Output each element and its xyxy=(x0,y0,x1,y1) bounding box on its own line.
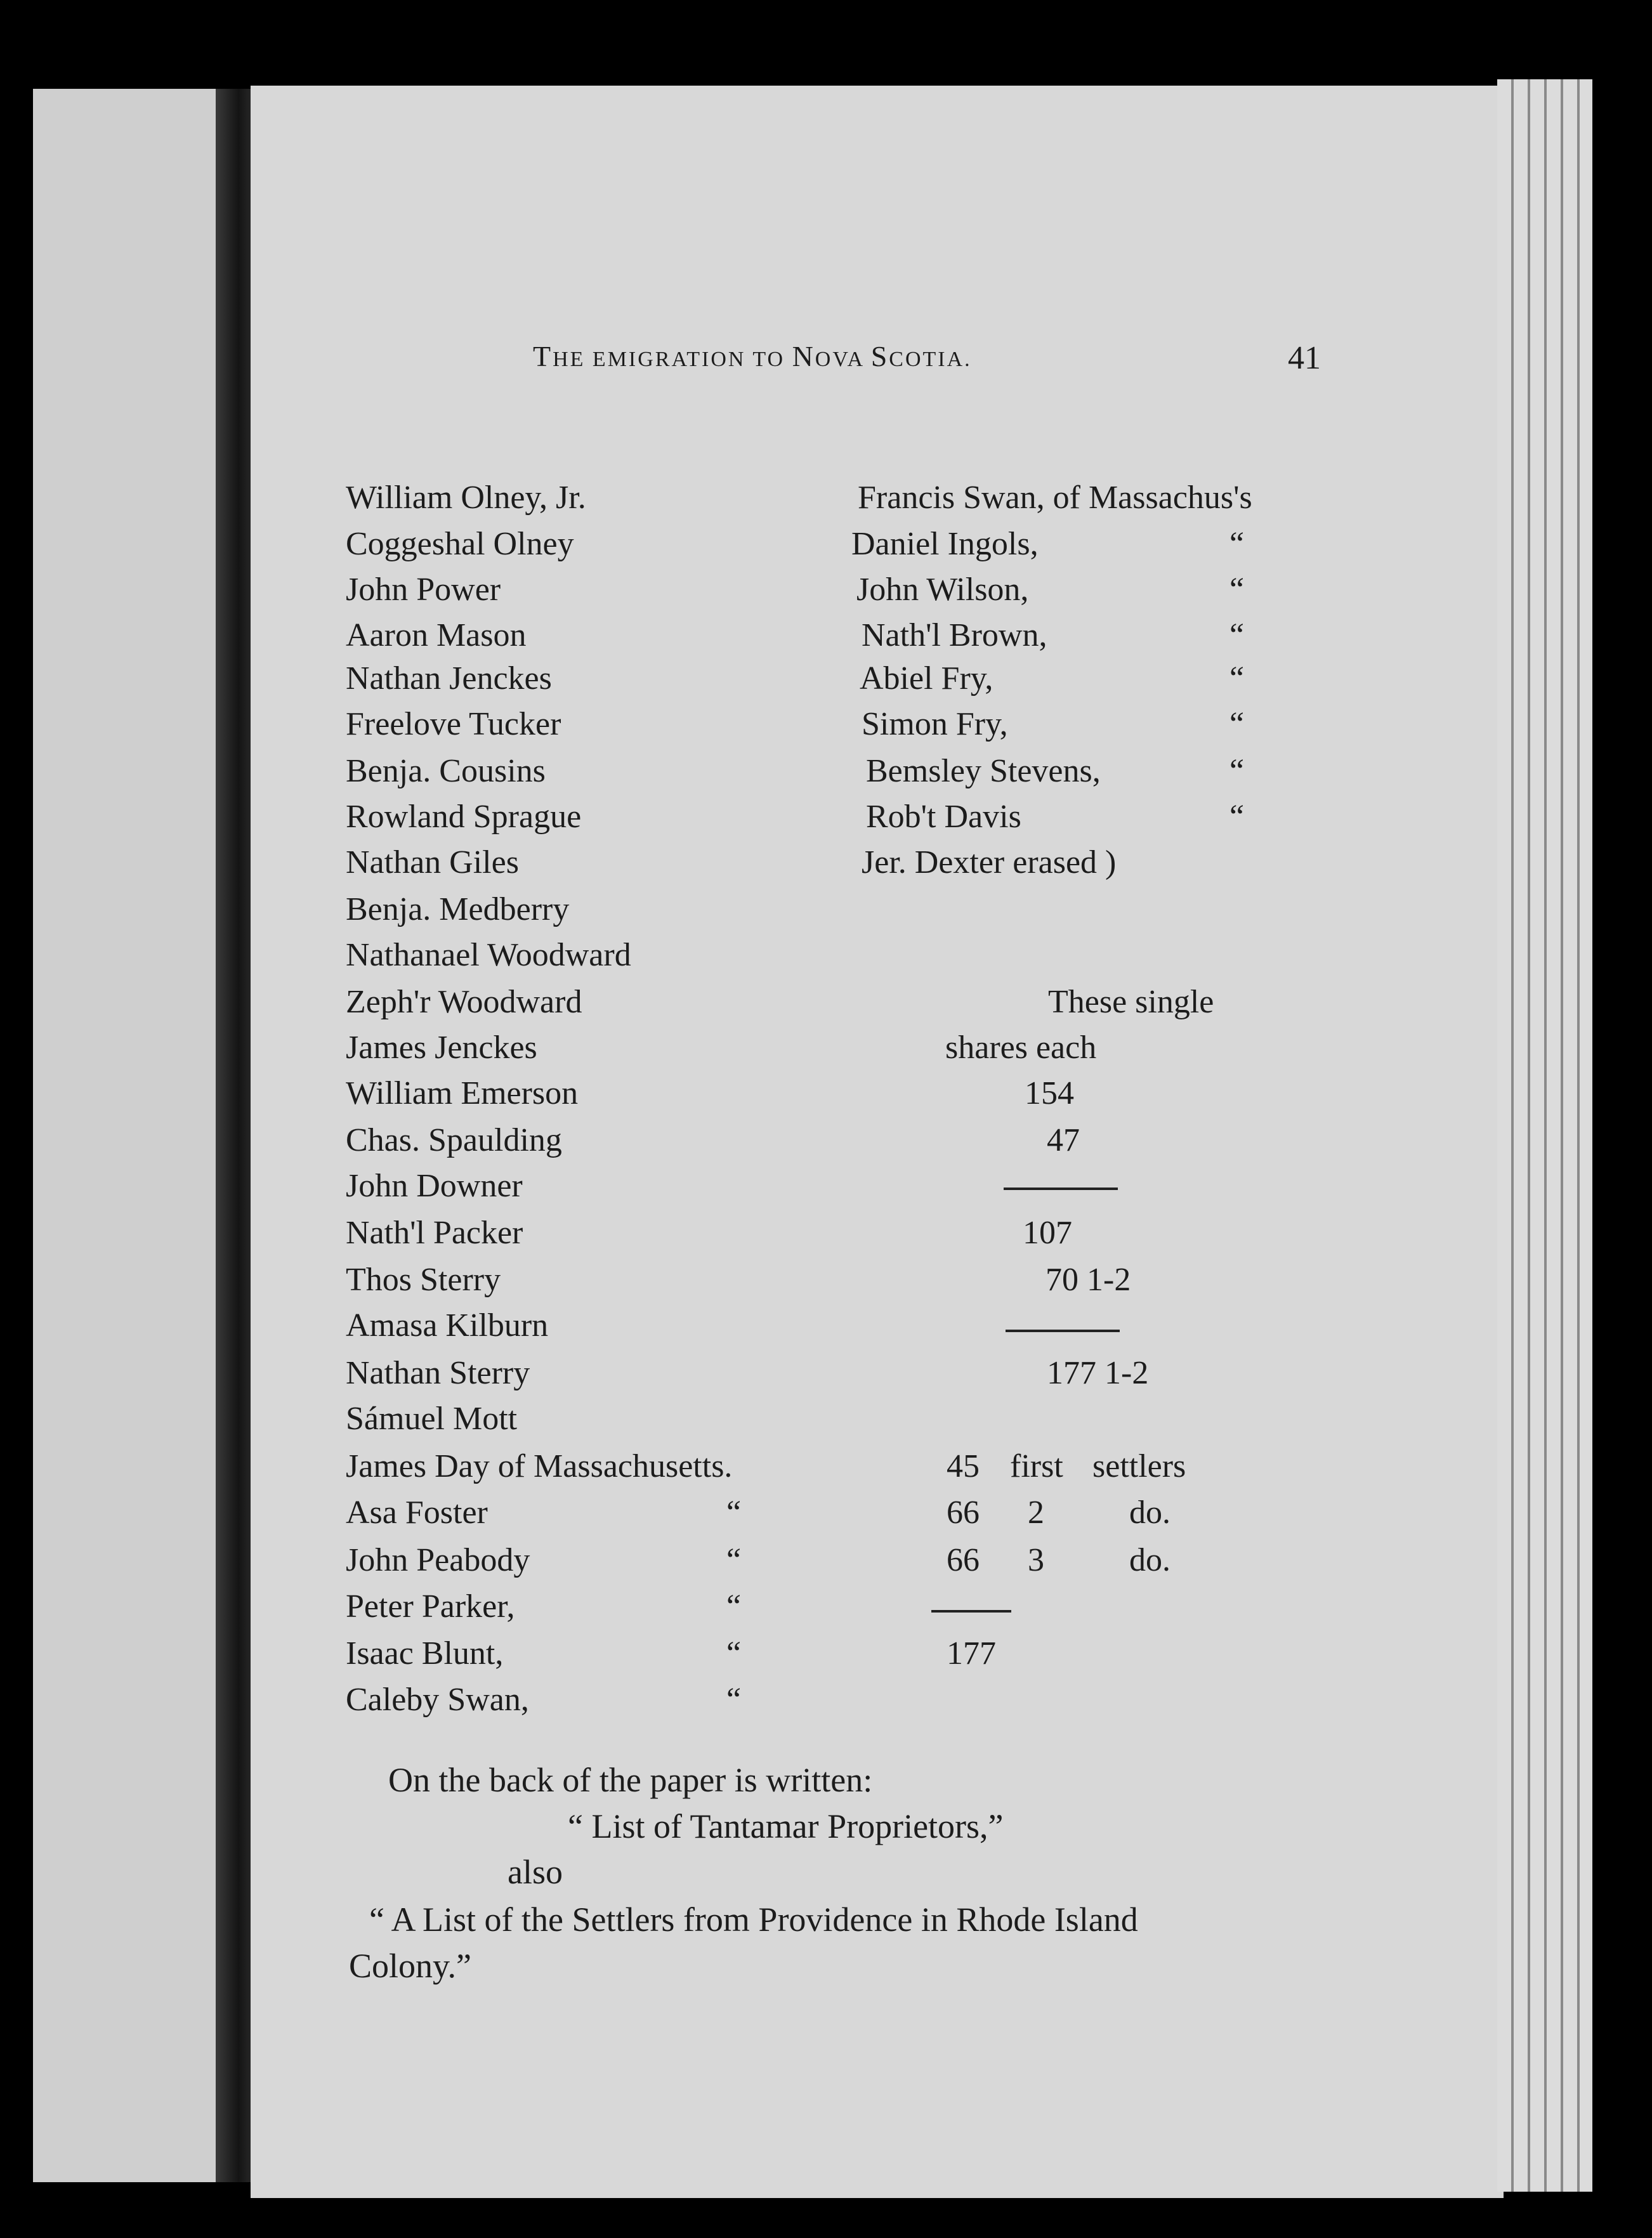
name-entry: Thos Sterry xyxy=(346,1262,501,1298)
sum-rule xyxy=(1004,1188,1118,1190)
name-entry: John Peabody xyxy=(346,1542,530,1578)
tally-value: 107 xyxy=(1023,1215,1072,1251)
name-entry: Simon Fry, xyxy=(862,706,1008,742)
name-entry: John Downer xyxy=(346,1168,523,1204)
tally-value: 177 1-2 xyxy=(1047,1355,1149,1391)
tally-value: 66 xyxy=(947,1542,980,1578)
tally-label: do. xyxy=(1129,1495,1170,1531)
tally-value: 177 xyxy=(947,1635,996,1672)
name-entry: Nath'l Brown, xyxy=(862,617,1047,653)
name-entry: Francis Swan, of Massachus's xyxy=(858,480,1252,516)
ditto-mark: “ xyxy=(1229,753,1245,789)
name-entry: Rowland Sprague xyxy=(346,799,582,835)
name-entry: Isaac Blunt, xyxy=(346,1635,504,1672)
name-entry: Benja. Cousins xyxy=(346,753,546,789)
tally-value: 66 xyxy=(947,1495,980,1531)
shares-heading: These single xyxy=(1048,984,1214,1020)
name-entry: Chas. Spaulding xyxy=(346,1122,562,1158)
name-entry: Benja. Medberry xyxy=(346,891,570,927)
page-edges xyxy=(1497,79,1592,2192)
shares-heading: shares each xyxy=(945,1030,1097,1066)
sum-rule xyxy=(931,1610,1011,1613)
ditto-mark: “ xyxy=(1229,526,1245,562)
name-entry: Nath'l Packer xyxy=(346,1215,523,1251)
book-gutter xyxy=(216,89,254,2182)
name-entry: Asa Foster xyxy=(346,1495,488,1531)
ditto-mark: “ xyxy=(1229,660,1245,697)
name-entry: Daniel Ingols, xyxy=(851,526,1039,562)
name-entry: Zeph'r Woodward xyxy=(346,984,582,1020)
footer-line: “ List of Tantamar Proprietors,” xyxy=(568,1807,1004,1845)
name-entry: Freelove Tucker xyxy=(346,706,561,742)
ditto-mark: “ xyxy=(726,1635,742,1672)
ditto-mark: “ xyxy=(726,1495,742,1531)
sum-rule xyxy=(1006,1330,1120,1332)
tally-value: 70 1-2 xyxy=(1046,1262,1131,1298)
page-number: 41 xyxy=(1288,340,1321,376)
name-entry: William Emerson xyxy=(346,1075,579,1111)
running-head: THE EMIGRATION TO NOVA SCOTIA. xyxy=(533,340,972,372)
name-entry: John Wilson, xyxy=(856,572,1029,608)
footer-line: also xyxy=(508,1853,563,1891)
facing-page xyxy=(33,89,223,2182)
name-entry: Caleby Swan, xyxy=(346,1682,529,1718)
footer-line: “ A List of the Settlers from Providence in Rhode Island xyxy=(369,1901,1138,1939)
ditto-mark: “ xyxy=(1229,706,1245,742)
name-entry: Nathan Sterry xyxy=(346,1355,530,1391)
tally-value: 2 xyxy=(1028,1495,1044,1531)
name-entry: Aaron Mason xyxy=(346,617,527,653)
tally-value: 3 xyxy=(1028,1542,1044,1578)
tally-label: settlers xyxy=(1092,1448,1186,1484)
tally-value: 45 xyxy=(947,1448,980,1484)
ditto-mark: “ xyxy=(726,1542,742,1578)
tally-value: 47 xyxy=(1047,1122,1080,1158)
name-entry: Coggeshal Olney xyxy=(346,526,574,562)
ditto-mark: “ xyxy=(1229,617,1245,653)
ditto-mark: “ xyxy=(1229,799,1245,835)
name-entry: Bemsley Stevens, xyxy=(866,753,1101,789)
ditto-mark: “ xyxy=(726,1682,742,1718)
tally-label: do. xyxy=(1129,1542,1170,1578)
name-entry: John Power xyxy=(346,572,501,608)
footer-line: On the back of the paper is written: xyxy=(388,1761,873,1799)
name-entry: Nathan Giles xyxy=(346,844,519,880)
footer-line: Colony.” xyxy=(349,1947,471,1985)
name-entry: Nathanael Woodward xyxy=(346,937,631,973)
name-entry: Peter Parker, xyxy=(346,1588,515,1625)
name-entry: Jer. Dexter erased ) xyxy=(862,844,1117,880)
ditto-mark: “ xyxy=(1229,572,1245,608)
name-entry: William Olney, Jr. xyxy=(346,480,586,516)
name-entry: Sámuel Mott xyxy=(346,1401,518,1437)
name-entry: Abiel Fry, xyxy=(860,660,993,697)
name-entry: Amasa Kilburn xyxy=(346,1307,549,1344)
name-entry: James Jenckes xyxy=(346,1030,537,1066)
name-entry: Nathan Jenckes xyxy=(346,660,552,697)
name-entry: James Day of Massachusetts. xyxy=(346,1448,733,1484)
ditto-mark: “ xyxy=(726,1588,742,1625)
name-entry: Rob't Davis xyxy=(866,799,1021,835)
tally-label: first xyxy=(1010,1448,1063,1484)
tally-value: 154 xyxy=(1025,1075,1074,1111)
